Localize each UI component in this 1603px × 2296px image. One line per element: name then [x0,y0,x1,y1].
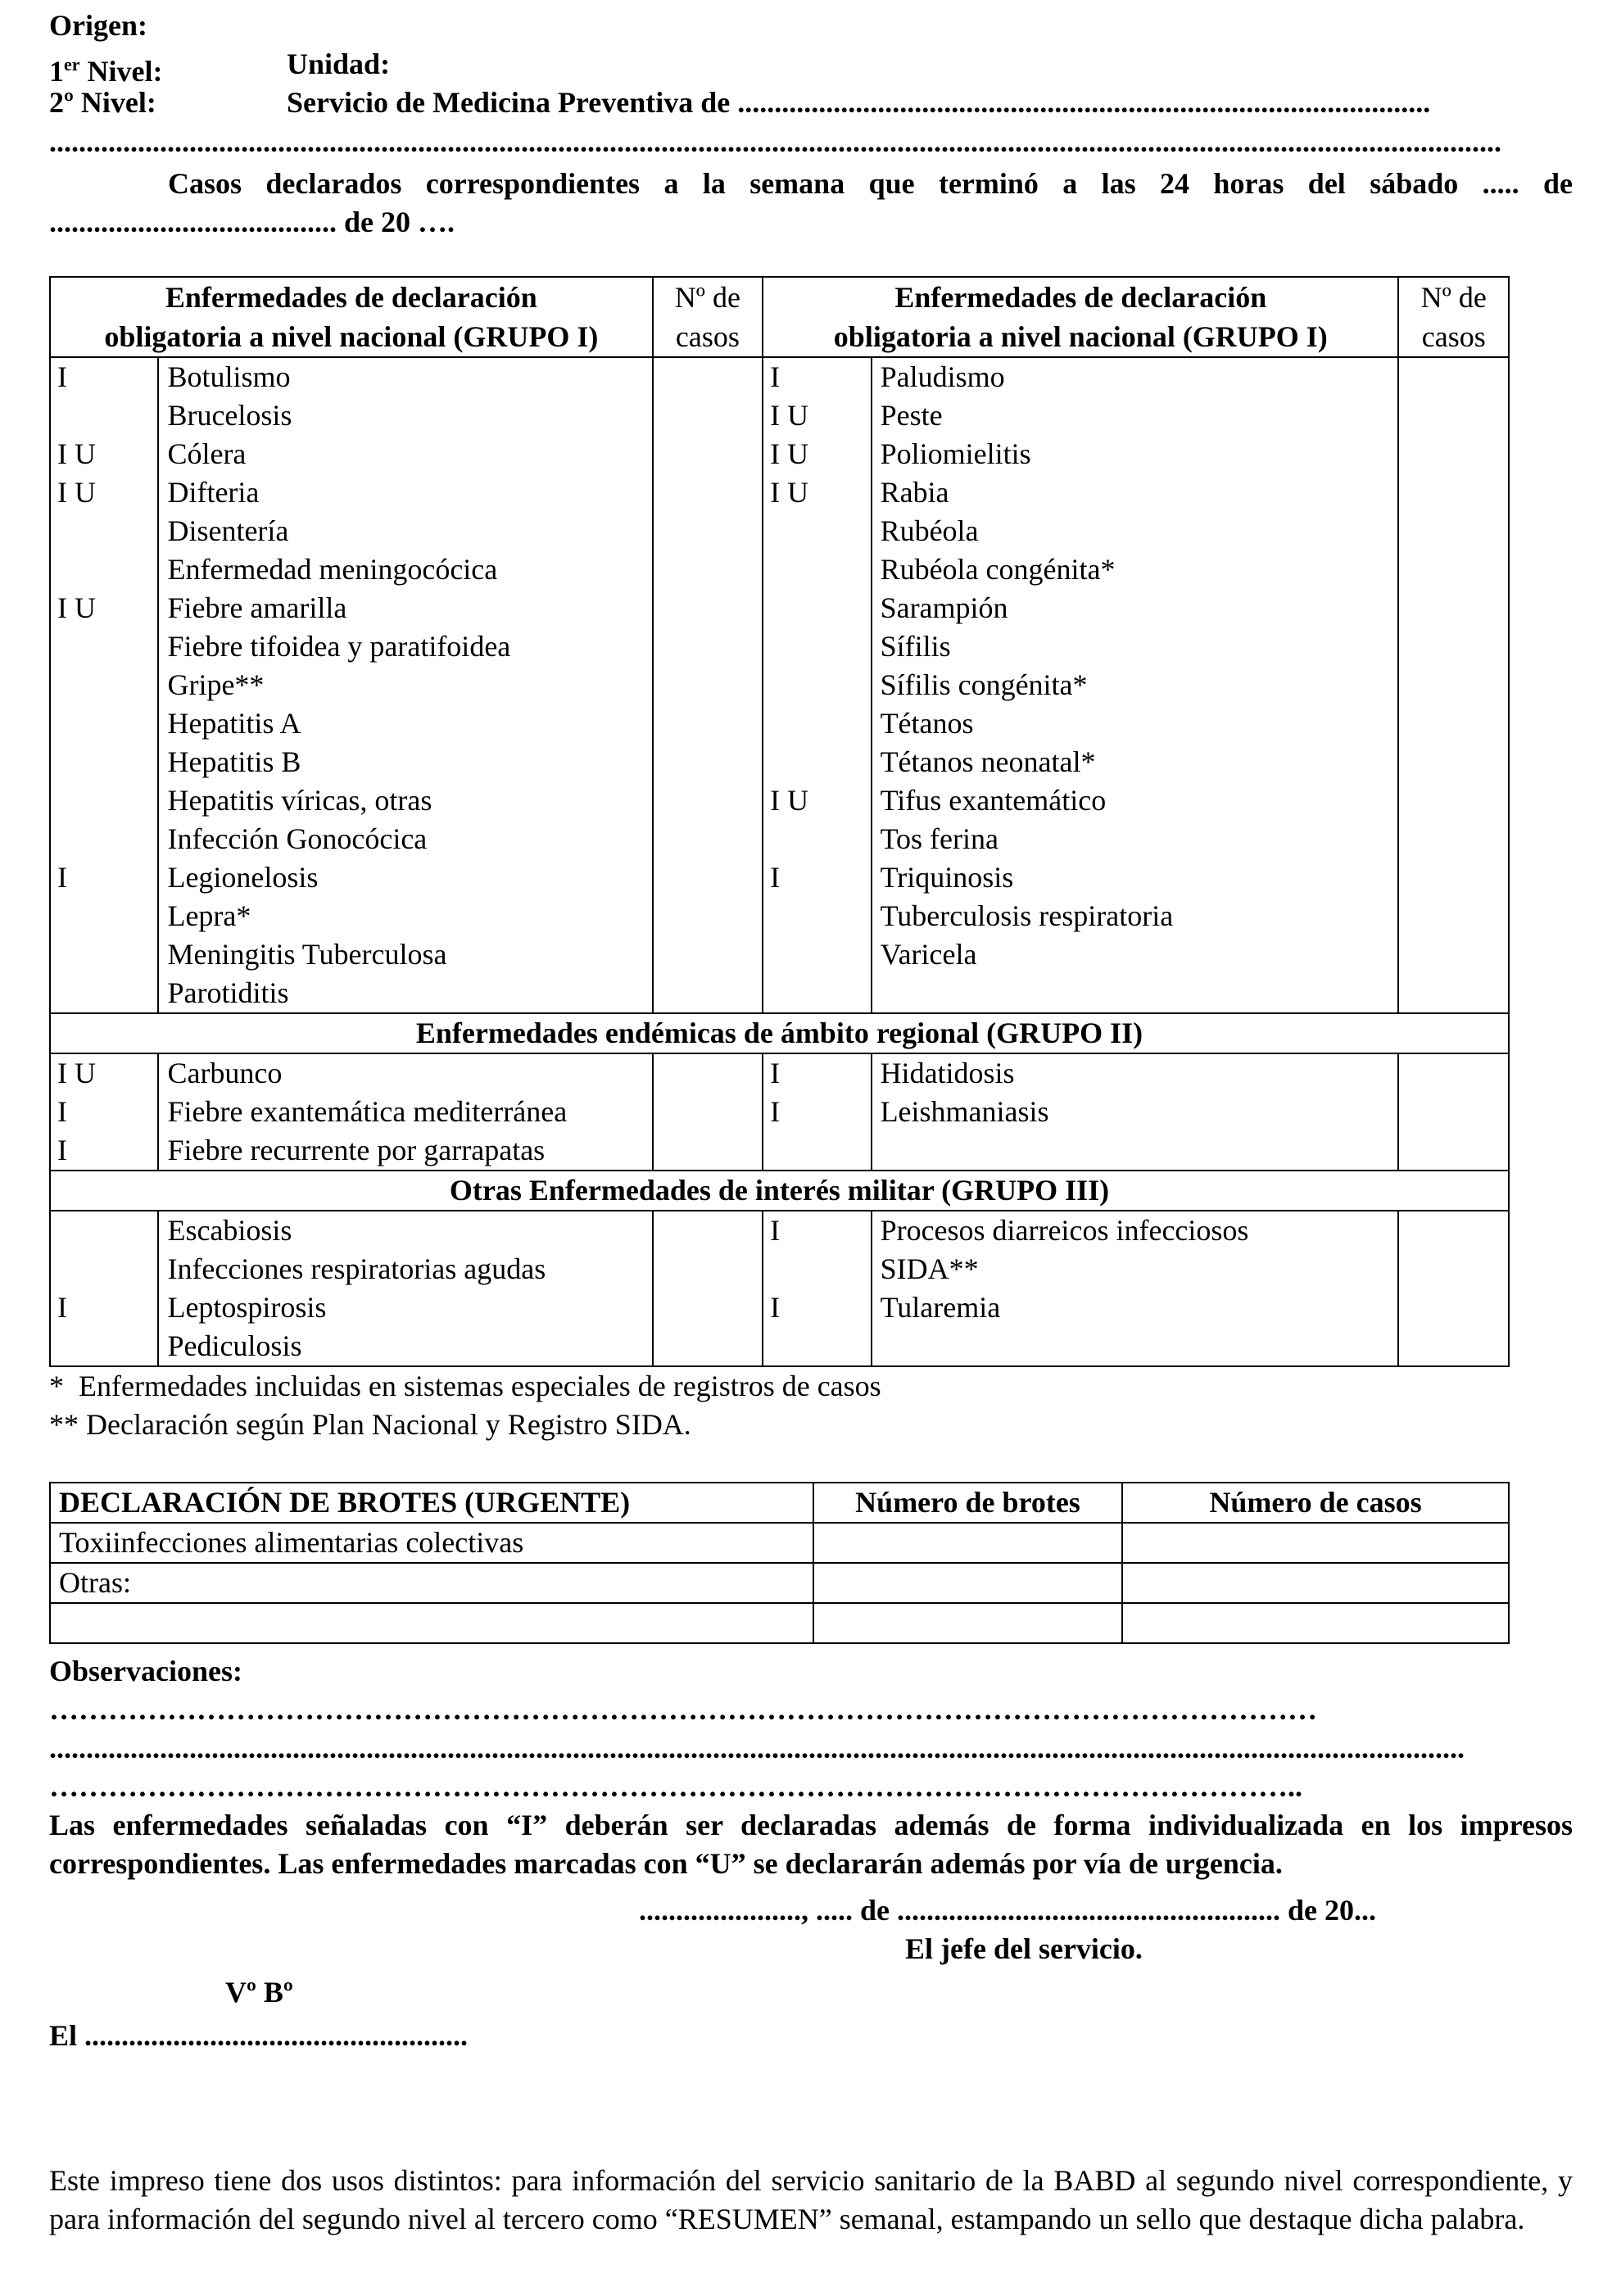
casos-count-cell-3[interactable] [1122,1603,1509,1643]
group1-left-names-item: Infección Gonocócica [167,822,428,855]
group1-left-count-cell[interactable] [653,357,763,1013]
group2-left-codes-item: I [57,1095,67,1128]
group3-left-codes [50,1211,158,1366]
group1-right-codes-item [770,666,862,704]
observaciones-label: Observaciones: [49,1655,242,1687]
group3-right-codes-item: I [770,1291,781,1324]
count-col-header-left: Nº de casos [653,277,763,357]
group1-left-codes-item: I U [57,437,96,470]
group1-left-codes-item: I U [57,476,96,509]
group3-left-codes-item: I [57,1291,67,1324]
observaciones-line-1[interactable]: ………………………………………………………………………………………………………………… [49,1693,1317,1726]
group2-left-names-item: Fiebre exantemática mediterránea [167,1095,568,1128]
diseases-col-header-right: Enfermedades de declaración obligatoria a nivel nacional (GRUPO I) [763,277,1398,357]
group1-left-codes-item: I [57,861,67,894]
group1-right-codes-item: I U [770,476,809,509]
group2-right-names-item: Hidatidosis [880,1057,1015,1089]
group1-left-names-item: Cólera [167,437,247,470]
group1-right-names-item: Tétanos neonatal* [880,745,1096,778]
group1-left-names-item: Hepatitis víricas, otras [167,784,432,817]
group1-right-codes-item: I [770,360,781,393]
group3-title: Otras Enfermedades de interés militar (GRUPO III) [50,1171,1509,1211]
nivel1-value: Unidad: [287,48,391,80]
group2-right-codes-item: I [770,1057,781,1089]
group1-left-names-item: Disentería [167,514,289,547]
group1-right-codes-item: I [770,861,781,894]
group3-left-codes-item [57,1211,149,1250]
group1-left-codes-item [57,666,149,704]
group2-left-names-item: Fiebre recurrente por garrapatas [167,1134,546,1166]
footnote-2: ** Declaración según Plan Nacional y Registro SIDA. [49,1408,691,1441]
group1-left-names [158,357,652,1013]
declaration-note: Las enfermedades señaladas con “I” deberán ser declaradas además de forma individualizada en los impresos correspondientes. Las enfermedades marcadas con “U” se declararán además por vía de urgencia. [49,1809,1573,1880]
group2-title: Enfermedades endémicas de ámbito regional (GRUPO II) [50,1013,1509,1053]
group3-right-codes [763,1211,871,1366]
group1-right-codes-item [770,627,862,666]
group1-right-count-cell[interactable] [1398,357,1509,1013]
group3-right-codes-item: I [770,1214,781,1247]
group1-left-codes-item [57,743,149,781]
brotes-count-cell-3[interactable] [813,1603,1122,1643]
form-page [49,0,1573,2239]
brotes-count-cell-1[interactable] [813,1523,1122,1563]
group1-right-codes-item: I U [770,399,809,432]
group3-left-names [158,1211,652,1366]
nivel2-value: Servicio de Medicina Preventiva de .............................................................................................. [287,86,1431,119]
group1-right-codes-item [770,512,862,550]
group1-left-codes-item: I U [57,591,96,624]
group1-right-names-item: Tos ferina [880,822,998,855]
casos-line-2: ....................................... de 20 …. [49,206,455,238]
brotes-table [49,1482,1510,1644]
group2-left-count-cell[interactable] [653,1053,763,1171]
group1-left-codes-item [57,550,149,589]
group1-left-names-item: Fiebre amarilla [167,591,347,624]
group1-right-names-item: Tifus exantemático [880,784,1107,817]
footnote-1: * Enfermedades incluidas en sistemas especiales de registros de casos [49,1370,881,1402]
group1-left-names-item: Difteria [167,476,260,509]
group1-right-names-item: Triquinosis [880,861,1014,894]
casos-count-cell-1[interactable] [1122,1523,1509,1563]
group1-right-codes-item [770,820,862,858]
group3-right-names-item: Procesos diarreicos infecciosos [880,1214,1249,1247]
group1-right-codes-item [770,704,862,743]
group1-left-names-item: Enfermedad meningocócica [167,553,498,586]
group1-right-codes-item [770,589,862,627]
group1-left-codes-item [57,512,149,550]
group1-left-codes-item [57,820,149,858]
origen-label: Origen: [49,9,147,42]
group3-left-names-item: Infecciones respiratorias agudas [167,1252,546,1285]
diseases-col-header-left: Enfermedades de declaración obligatoria a nivel nacional (GRUPO I) [50,277,653,357]
group1-right-codes-item [770,935,862,974]
group1-left-names-item: Brucelosis [167,399,292,432]
nivel2-label: 2º Nivel: [49,86,156,119]
footnotes [49,1367,1573,1444]
group3-left-names-item: Pediculosis [167,1329,302,1362]
group2-right-codes [763,1053,871,1171]
group1-left-codes-item [57,704,149,743]
group1-right-names-item: Rabia [880,476,949,509]
group3-right-names-item: SIDA** [880,1252,979,1285]
group1-right-names-item: Paludismo [880,360,1005,393]
group1-left-codes-item [57,897,149,935]
group1-left-codes-item: I [57,360,67,393]
group1-left-names-item: Meningitis Tuberculosa [167,938,447,971]
group3-body [50,1211,1509,1366]
group2-left-names [158,1053,652,1171]
group3-left-names-item: Escabiosis [167,1214,292,1247]
brotes-row-toxiinfecciones: Toxiinfecciones alimentarias colectivas [50,1523,813,1563]
group1-right-names-item: Sífilis congénita* [880,668,1088,701]
group1-right-names-item: Sarampión [880,591,1008,624]
group1-right-names-item: Rubéola [880,514,979,547]
group2-left-codes-item: I U [57,1057,96,1089]
brotes-count-cell-2[interactable] [813,1563,1122,1603]
group1-body [50,357,1509,1013]
group1-left-names-item: Gripe** [167,668,265,701]
group1-right-names-item: Varicela [880,938,977,971]
group3-right-count-cell[interactable] [1398,1211,1509,1366]
group1-right-codes [763,357,871,1013]
group1-left-codes [50,357,158,1013]
group1-left-names-item: Hepatitis A [167,707,301,740]
group1-right-codes-item [770,550,862,589]
group1-right-names [872,357,1399,1013]
group2-left-names-item: Carbunco [167,1057,283,1089]
observaciones-line-3[interactable]: ……………………………………………………………………………………………………………….. [49,1770,1302,1803]
diseases-table [49,276,1510,1367]
brotes-row-otras: Otras: [50,1563,813,1603]
group2-right-names-item: Leishmaniasis [880,1095,1049,1128]
group2-body [50,1053,1509,1171]
nivel1-row [49,45,1573,88]
group3-left-names-item: Leptospirosis [167,1291,327,1324]
el-line[interactable]: El .................................................... [49,2019,469,2052]
group3-left-count-cell[interactable] [653,1211,763,1366]
group1-left-names-item: Parotiditis [167,976,289,1009]
place-date-line[interactable]: ......................, ..... de .................................................... de 20... [639,1894,1376,1927]
group1-right-names-item: Peste [880,399,943,432]
count-col-header-right: Nº de casos [1398,277,1509,357]
observaciones-line-2[interactable]: ................................................................................................................................................................................................ [49,1732,1465,1764]
group1-left-codes-item [57,781,149,820]
group2-left-codes-item: I [57,1134,67,1166]
group3-right-names [872,1211,1399,1366]
footer-note: Este impreso tiene dos usos distintos: para información del servicio sanitario de la BABD al segundo nivel correspondiente, y para información del segundo nivel al tercero como “RESUMEN” semanal, estampando un sello que destaque dicha palabra. [49,2164,1573,2235]
nivel1-label: 1er Nivel: [49,54,163,88]
group3-right-names-item: Tularemia [880,1291,1001,1324]
casos-line-1: Casos declarados correspondientes a la semana que terminó a las 24 horas del sábado ..... de [168,167,1573,200]
num-casos-header: Número de casos [1122,1483,1509,1523]
group1-left-names-item: Fiebre tifoidea y paratifoidea [167,630,511,663]
group1-right-codes-item [770,743,862,781]
group1-right-names-item: Tuberculosis respiratoria [880,899,1174,932]
casos-count-cell-2[interactable] [1122,1563,1509,1603]
jefe-servicio: El jefe del servicio. [905,1932,1143,1965]
group1-left-names-item: Lepra* [167,899,251,932]
group1-right-names-item: Rubéola congénita* [880,553,1116,586]
group1-right-codes-item [770,897,862,935]
group1-left-names-item: Legionelosis [167,861,319,894]
group3-right-codes-item [770,1250,862,1288]
group2-right-count-cell[interactable] [1398,1053,1509,1171]
group1-right-names-item: Tétanos [880,707,974,740]
brotes-header: DECLARACIÓN DE BROTES (URGENTE) [50,1483,813,1523]
group1-left-names-item: Hepatitis B [167,745,301,778]
nivel2-row [49,84,1573,122]
group1-right-names-item: Sífilis [880,630,951,663]
visto-bueno: Vº Bº [225,1976,293,2008]
group3-left-codes-item [57,1250,149,1288]
group1-left-codes-item [57,974,149,1012]
brotes-row-blank[interactable] [50,1603,813,1643]
dotted-line: ..................................................................................................................................................................................................... [49,125,1501,158]
group2-left-codes [50,1053,158,1171]
num-brotes-header: Número de brotes [813,1483,1122,1523]
group1-left-codes-item [57,935,149,974]
casos-declarados [49,165,1573,242]
group1-right-codes-item: I U [770,784,809,817]
group2-right-names [872,1053,1399,1171]
group1-left-codes-item [57,627,149,666]
group1-right-codes-item: I U [770,437,809,470]
group1-right-names-item: Poliomielitis [880,437,1031,470]
group1-left-names-item: Botulismo [167,360,291,393]
group2-right-codes-item: I [770,1095,781,1128]
group1-left-codes-item [57,396,149,435]
group3-left-codes-item [57,1327,149,1365]
